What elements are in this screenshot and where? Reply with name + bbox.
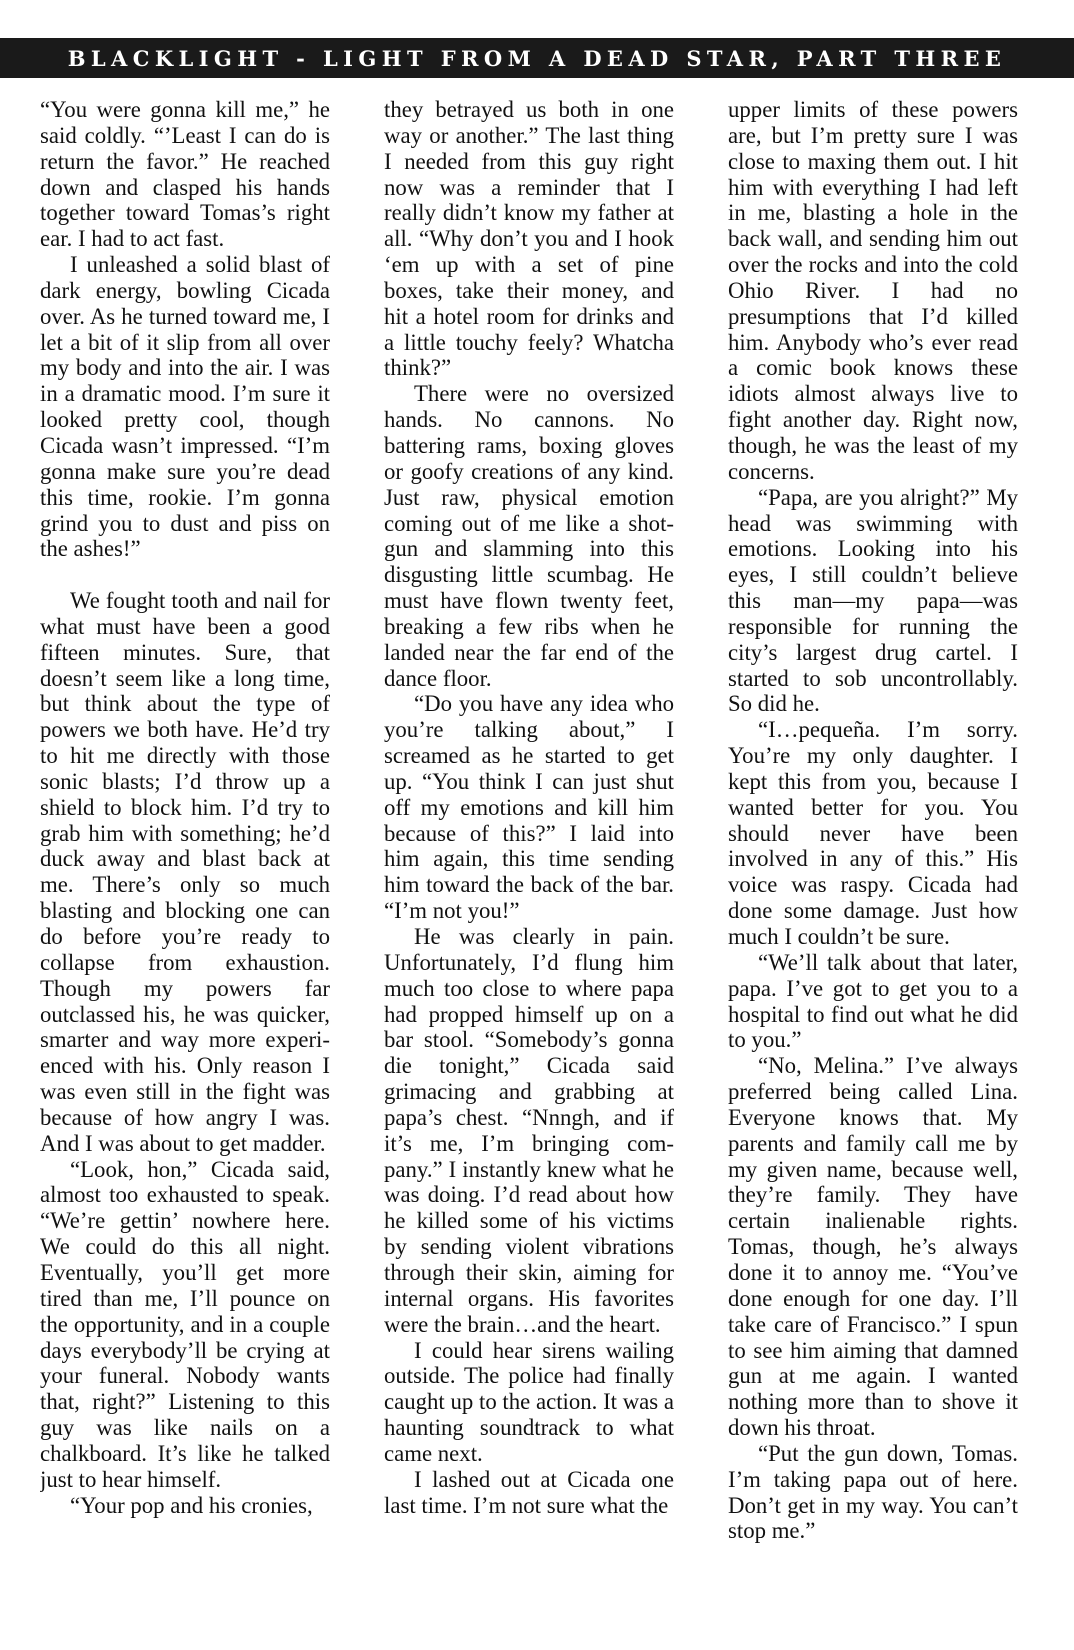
paragraph: We fought tooth and nail for what must have been a good fifteen minutes. Sure, that doesn’t seem like a long time, but think about the type of powers we both have. He’d try to hit me directly with those sonic blasts; I’d throw up a shield to block him. I’d try to grab him with something; he’d duck away and blast back at me. There’s only so much blasting and blocking one can do before you’re ready to collapse from exhaustion. Though my powers far outclassed his, he was quicker, smarter and way more experienced with his. Only reason I was even still in the fight was because of how angry I was. And I was about to get madder.: [40, 588, 330, 1156]
paragraph: they betrayed us both in one way or another.” The last thing I needed from this guy right now was a reminder that I really didn’t know my father at all. “Why don’t you and I hook ‘em up with a set of pine boxes, take their money, and hit a hotel room for drinks and a little touchy feely? Whatcha think?”: [384, 97, 674, 381]
paragraph: I lashed out at Cicada one last time. I’m not sure what the: [384, 1466, 674, 1518]
paragraph: “Papa, are you alright?” My head was swimming with emotions. Looking into his eyes, I still couldn’t believe this man—my papa—was responsible for running the city’s largest drug cartel. I started to sob uncontrollably. So did he.: [728, 484, 1018, 717]
page-header-bar: [0, 38, 1074, 78]
text-column-2: [384, 97, 674, 1637]
paragraph: upper limits of these powers are, but I’m pretty sure I was close to maxing them out. I hit him with everything I had left in me, blasting a hole in the back wall, and sending him out over the rocks and into the cold Ohio River. I had no presumptions that I’d killed him. Anybody who’s ever read a comic book knows these idiots almost always live to fight another day. Right now, though, he was the least of my concerns.: [728, 97, 1018, 484]
paragraph: “Do you have any idea who you’re talking about,” I screamed as he started to get up. “You think I can just shut off my emotions and kill him because of this?” I laid into him again, this time sending him toward the back of the bar. “I’m not you!”: [384, 691, 674, 924]
chapter-title: BLACKLIGHT - LIGHT FROM A DEAD STAR, PART THREE: [67, 45, 1007, 71]
paragraph: I unleashed a solid blast of dark energy, bowling Cicada over. As he turned toward me, I let a bit of it slip from all over my body and into the air. I was in a dramatic mood. I’m sure it looked pretty cool, though Cicada wasn’t impressed. “I’m gonna make sure you’re dead this time, rookie. I’m gonna grind you to dust and piss on the ashes!”: [40, 252, 330, 562]
paragraph: “We’ll talk about that later, papa. I’ve got to get you to a hospital to find out what he did to you.”: [728, 949, 1018, 1053]
paragraph: “Look, hon,” Cicada said, almost too exhausted to speak. “We’re gettin’ nowhere here. We could do this all night. Eventually, you’ll get more tired than me, I’ll pounce on the opportunity, and in a couple days everybody’ll be crying at your funeral. Nobody wants that, right?” Listening to this guy was like nails on a chalkboard. It’s like he talked just to hear himself.: [40, 1156, 330, 1492]
paragraph: “Your pop and his cronies,: [70, 1492, 313, 1518]
paragraph: “No, Melina.” I’ve always preferred being called Lina. Everyone knows that. My parents and family call me by my given name, because well, they’re family. They have certain inalienable rights. Tomas, though, he’s always done it to annoy me. “You’ve done enough for one day. I’ll take care of Francisco.” I spun to see him aiming that damned gun at me again. I wanted nothing more than to shove it down his throat.: [728, 1053, 1018, 1441]
text-column-3: [728, 97, 1018, 1637]
paragraph: “You were gonna kill me,” he said coldly. “’Least I can do is return the favor.” He reached down and clasped his hands together toward Tomas’s right ear. I had to act fast.: [40, 97, 330, 252]
paragraph: There were no oversized hands. No cannons. No battering rams, boxing gloves or goofy creations of any kind. Just raw, physical emotion coming out of me like a shotgun and slamming into this disgusting little scumbag. He must have flown twenty feet, breaking a few ribs when he landed near the far end of the dance floor.: [384, 381, 674, 691]
paragraph: “I…pequeña. I’m sorry. You’re my only daughter. I kept this from you, because I wanted better for you. You should never have been involved in any of this.” His voice was raspy. Cicada had done some damage. Just how much I couldn’t be sure.: [728, 717, 1018, 949]
paragraph: I could hear sirens wailing outside. The police had finally caught up to the action. It was a haunting soundtrack to what came next.: [384, 1337, 674, 1466]
paragraph: He was clearly in pain. Unfortunately, I’d flung him much too close to where papa had propped himself up on a bar stool. “Somebody’s gonna die tonight,” Cicada said grimacing and grabbing at papa’s chest. “Nnngh, and if it’s me, I’m bringing company.” I instantly knew what he was doing. I’d read about how he killed some of his victims by sending violent vibrations through their skin, aiming for internal organs. His favorites were the brain…and the heart.: [384, 924, 674, 1337]
paragraph: “Put the gun down, Tomas. I’m taking papa out of here. Don’t get in my way. You can’t stop me.”: [728, 1440, 1018, 1544]
text-column-1: [40, 97, 330, 1637]
